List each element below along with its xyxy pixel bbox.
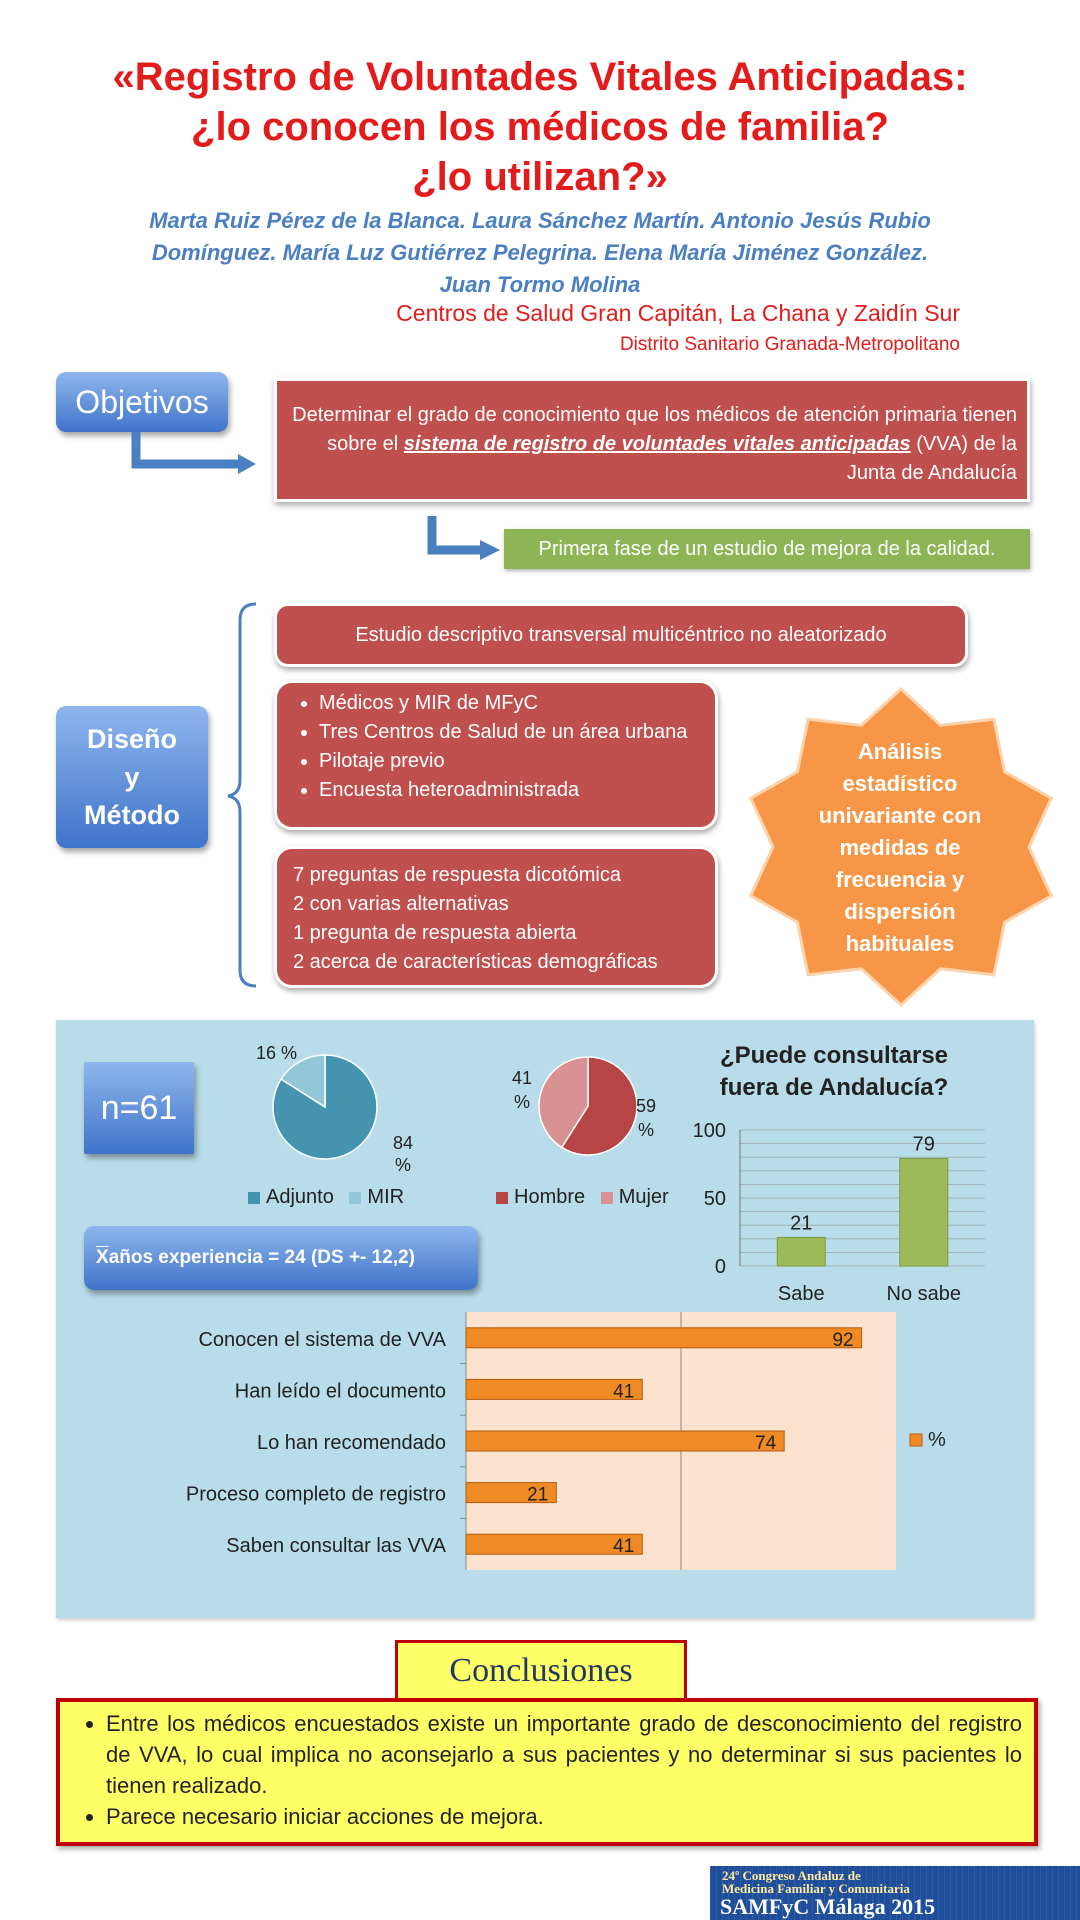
hbar-bar bbox=[466, 1431, 784, 1451]
legend-label: Adjunto bbox=[266, 1186, 334, 1208]
logo-line-3: SAMFyC Málaga 2015 bbox=[720, 1894, 936, 1919]
bar-no-sabe bbox=[900, 1159, 948, 1266]
conclusion-item: • Parece necesario iniciar acciones de mejora. bbox=[106, 1801, 1022, 1832]
objetivos-text-before: Determinar el grado de conocimiento que los médicos de atención primaria tienen sobre el bbox=[292, 404, 1017, 455]
method-bullet: • Pilotaje previo bbox=[319, 747, 707, 776]
legend-swatch bbox=[910, 1434, 922, 1446]
diseno-label bbox=[56, 706, 208, 848]
legend-label: MIR bbox=[367, 1186, 405, 1208]
legend-swatch bbox=[601, 1192, 613, 1204]
objetivos-text-emphasis: sistema de registro de voluntades vitales anticipadas bbox=[403, 433, 911, 455]
objetivos-arrow-icon bbox=[120, 430, 260, 478]
legend-swatch bbox=[349, 1192, 361, 1204]
authors bbox=[90, 205, 990, 301]
legend-label: Hombre bbox=[514, 1186, 586, 1208]
objetivos-description bbox=[274, 378, 1030, 502]
bar-value-label: 21 bbox=[790, 1212, 813, 1235]
hbar-category-label: Lo han recomendado bbox=[256, 1432, 446, 1454]
logo-line-1: 24º Congreso Andaluz de bbox=[722, 1868, 861, 1883]
objetivos-label: Objetivos bbox=[56, 372, 228, 432]
hbar-bar bbox=[466, 1328, 862, 1348]
pie-label-mujer: 41 % bbox=[511, 1068, 533, 1112]
study-type: Estudio descriptivo transversal multicéntrico no aleatorizado bbox=[274, 603, 968, 667]
objetivos-text-after: (VVA) de la Junta de Andalucía bbox=[846, 433, 1017, 484]
mean-symbol: $\overline{X}$ bbox=[96, 1247, 109, 1268]
legend-label: % bbox=[928, 1429, 946, 1451]
method-bullet: • Médicos y MIR de MFyC bbox=[319, 689, 707, 718]
bar-sabe bbox=[777, 1237, 825, 1266]
experience-text: años experiencia = 24 (DS +- 12,2) bbox=[108, 1247, 415, 1268]
hbar-value-label: 74 bbox=[755, 1433, 777, 1454]
legend-swatch bbox=[248, 1192, 260, 1204]
y-tick-label: 100 bbox=[692, 1120, 726, 1142]
y-tick-label: 50 bbox=[703, 1188, 726, 1210]
consult-bar-chart bbox=[680, 1118, 1000, 1308]
hbar-value-label: 41 bbox=[613, 1536, 635, 1558]
hbar-category-label: Saben consultar las VVA bbox=[226, 1535, 446, 1558]
title-line-2: ¿lo conocen los médicos de familia? bbox=[191, 105, 889, 149]
authors-line-3: Juan Tormo Molina bbox=[439, 272, 641, 297]
bar-value-label: 79 bbox=[912, 1133, 935, 1156]
hbar-category-label: Han leído el documento bbox=[234, 1380, 446, 1403]
hbar-value-label: 21 bbox=[527, 1484, 549, 1506]
hbar-category-label: Proceso completo de registro bbox=[185, 1483, 446, 1506]
brace-icon bbox=[222, 600, 262, 990]
analysis-text: Análisis estadístico univariante con medidas de frecuencia y dispersión habituales bbox=[818, 739, 982, 956]
title-line-3: ¿lo utilizan?» bbox=[412, 155, 668, 199]
diseno-label-line-3: Método bbox=[84, 800, 180, 830]
questionnaire-items bbox=[274, 846, 718, 988]
health-centers: Centros de Salud Gran Capitán, La Chana y Zaidín Sur bbox=[396, 300, 960, 326]
hbar-category-label: Conocen el sistema de VVA bbox=[198, 1328, 446, 1351]
phase-note: Primera fase de un estudio de mejora de la calidad. bbox=[504, 529, 1030, 569]
authors-line-1: Marta Ruiz Pérez de la Blanca. Laura Sánchez Martín. Antonio Jesús Rubio bbox=[149, 208, 931, 233]
experience-stat bbox=[84, 1226, 478, 1290]
pie-chart-gender bbox=[536, 1054, 640, 1158]
poster-title bbox=[40, 52, 1040, 202]
consult-chart-title: ¿Puede consultarse fuera de Andalucía? bbox=[719, 1042, 949, 1101]
pie-label-adjunto: 84 % bbox=[392, 1133, 414, 1175]
conclusion-item: • Entre los médicos encuestados existe un importante grado de desconocimiento del registro de VVA, lo cual implica no aconsejarlo a sus pacientes y no determinar si sus pacientes lo tienen realizado. bbox=[106, 1708, 1022, 1801]
method-bullets bbox=[274, 680, 718, 830]
title-line-1: «Registro de Voluntades Vitales Anticipadas: bbox=[112, 55, 968, 99]
congress-logo bbox=[710, 1866, 1080, 1920]
pie-label-mir: 16 % bbox=[256, 1043, 298, 1063]
y-tick-label: 0 bbox=[714, 1256, 726, 1278]
logo-line-2: Medicina Familiar y Comunitaria bbox=[722, 1881, 910, 1896]
hbar-value-label: 41 bbox=[613, 1381, 635, 1403]
legend-swatch bbox=[496, 1192, 508, 1204]
category-label: No sabe bbox=[886, 1283, 961, 1305]
hbar-value-label: 92 bbox=[832, 1329, 854, 1351]
question-item: 7 preguntas de respuesta dicotómica bbox=[293, 864, 621, 886]
sample-size: n=61 bbox=[84, 1062, 194, 1154]
conclusiones-box bbox=[56, 1698, 1038, 1846]
legend-label: Mujer bbox=[618, 1186, 669, 1208]
conclusiones-title: Conclusiones bbox=[395, 1640, 687, 1702]
knowledge-bar-chart bbox=[100, 1308, 1000, 1578]
question-item: 1 pregunta de respuesta abierta bbox=[293, 922, 577, 944]
category-label: Sabe bbox=[777, 1283, 825, 1305]
pie-label-hombre: 59 % bbox=[635, 1096, 657, 1140]
authors-line-2: Domínguez. María Luz Gutiérrez Pelegrina. Elena María Jiménez González. bbox=[151, 240, 929, 265]
method-bullet: • Tres Centros de Salud de un área urbana bbox=[319, 718, 707, 747]
pie-legend-gender bbox=[496, 1186, 669, 1209]
phase-arrow-icon bbox=[420, 514, 508, 564]
diseno-label-line-2: y bbox=[124, 762, 140, 792]
question-item: 2 acerca de características demográficas bbox=[293, 951, 658, 973]
pie-chart-position bbox=[270, 1052, 380, 1162]
health-district: Distrito Sanitario Granada-Metropolitano bbox=[619, 334, 960, 355]
pie-legend-position bbox=[248, 1186, 404, 1209]
question-item: 2 con varias alternativas bbox=[293, 893, 509, 915]
method-bullet: • Encuesta heteroadministrada bbox=[319, 776, 707, 805]
diseno-label-line-1: Diseño bbox=[86, 724, 178, 754]
